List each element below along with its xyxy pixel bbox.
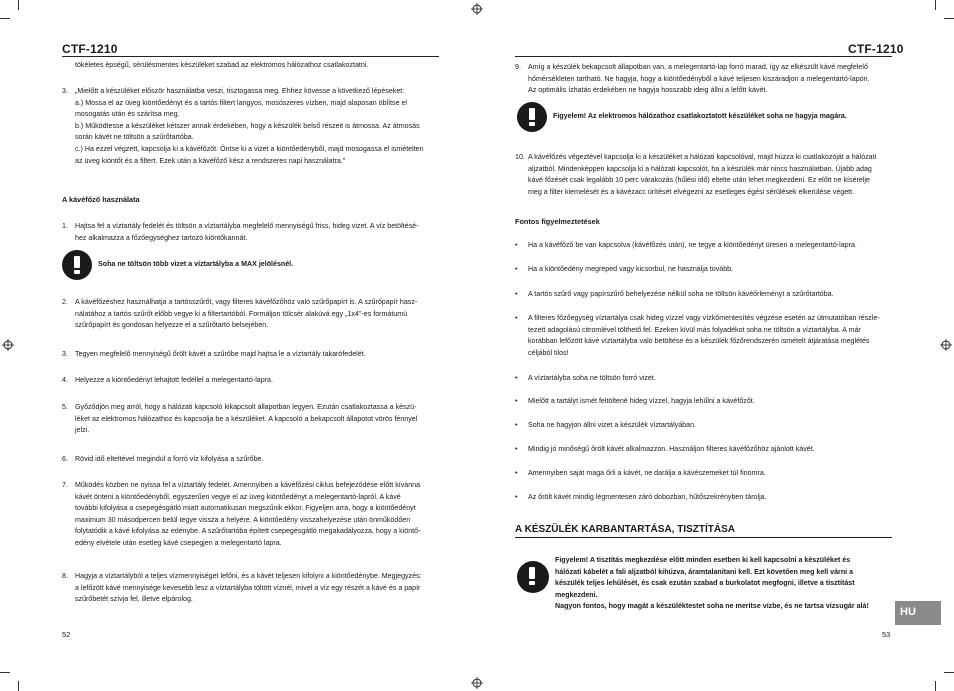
step-body [75,571,422,606]
step-number: 5. [62,403,68,411]
warning-box-cleaning [517,555,869,613]
registration-mark-icon [471,3,483,15]
section-rule [515,537,892,538]
step-line: kávét önteni a kiöntőedényből, egyszerűen vegye el az üveg kiöntőedényt a melegentartó-lapról. A kávé [75,492,401,501]
bullet-icon: • [515,469,518,477]
step-line: az üveg kiöntőt és a filtert. Ezek után a kávéfőző kész a rendszeres napi használatra." [75,156,346,165]
step-line: „Mielőtt a készüléket először használatba veszi, tisztogassa meg. Ehhez kövesse a következő lépéseket: [75,87,405,95]
list-line: Az őrölt kávét mindig légmentesen záró dobozban, hűtőszekrényben tárolja. [528,493,767,501]
step-line: A kávéfőzés végeztével kapcsolja ki a készüléket a hálózati kapcsolóval, majd húzza ki csatlakozóját a hálózati [528,153,877,161]
list-item-body [528,468,766,480]
page-number-left: 52 [62,630,71,639]
warning-text: Figyelem! Az elektromos hálózathoz csatlakoztatott készüléket soha ne hagyja magára. [553,112,847,121]
step-line: Tegyen megfelelő mennyiségű őrölt kávét a szűrőbe majd hajtsa le a víztartály takarófedelét. [75,350,366,358]
warning-box-unattended [517,102,847,132]
step-line: Helyezze a kiöntőedényt lehajtott fedéllel a melegentartó-lapra. [75,376,273,384]
crop-mark [18,681,19,691]
crop-mark [944,672,954,673]
crop-mark [935,0,936,10]
step-line: a.) Mossa el az üveg kiöntőedényt és a tartós filtert langyos, mosószeres vízben, majd alaposan öblítse el [75,98,408,107]
step-line: Győződjön meg arról, hogy a hálózati kapcsoló kikapcsolt állapotban legyen. Ezután csatlakoztassa a készü- [75,403,417,411]
step-number: 1. [62,222,68,230]
list-line: korábban lefőzött kávé víztartályba való betöltése és a készülék főzőrendszerén ismételt átjáratása meglétés [528,337,870,346]
warning-exclamation-icon [517,561,549,593]
step-line: meg a filter kiemelését és a kávézacc ürítését elvégezni az esetleges égési sérülések elkerülése végett. [528,187,855,196]
step-line: Hajtsa fel a víztartály fedelét és töltsön a víztartályba megfelelő mennyiségű friss, hideg vizet. A víz betöltésé- [75,222,419,230]
page-number-right: 53 [882,630,891,639]
step-line: A kávéfőzéshez használhatja a tartósszűrőt, vagy filteres kávéfőzőhöz való szűrőpapírt is. A szűrőpapír hasz- [75,298,418,306]
step-line: Hagyja a víztartályból a teljes vízmennyiséget lefőni, és a kávét teljesen kifolyni a kiöntőedénybe. Megjegyzés: [75,572,422,580]
intro-text: tökéletes épségű, sérülésmentes készüléket szabad az elektromos hálózathoz csatlakoztatni. [75,61,369,69]
list-line: A filteres főzőegység víztartálya csak hideg vízzel vagy vízkőmentesítés végzése esetén az útmutatóban részle- [528,314,880,322]
step-line: hez alkalmazza a főzőegységhez tartozó kiöntőkannát. [75,233,248,242]
model-title-right: CTF-1210 [848,42,904,56]
list-line: tezett adagolású citromlével tölthető fel. Ezeken kívül más folyadékot soha ne töltsön a víztartályba. A már [528,325,861,334]
step-line: jelzi. [75,426,90,435]
list-item-body [528,240,857,252]
warning-line: Nagyon fontos, hogy magát a készüléktestet soha ne merítse vízbe, és ne tartsa vízsugár alá! [555,602,869,611]
warning-box-max-water [62,250,293,280]
bullet-icon: • [515,445,518,453]
step-body [75,480,420,550]
warning-exclamation-icon [62,250,92,280]
warning-exclamation-icon [517,102,547,132]
step-body [75,86,424,167]
list-line: Amennyiben saját maga őrli a kávét, ne darálja a kávészemeket túl finomra. [528,469,766,477]
list-item-body [528,313,880,359]
step-number: 8. [62,572,68,580]
list-item-body [528,373,656,385]
bullet-icon: • [515,290,518,298]
step-line: maximum 30 másodpercen belül tegye vissza a helyére. A kiöntőedény visszahelyezése után önműködően [75,515,411,524]
step-line: c.) Ha ezzel végzett, kapcsolja ki a kávéfőzőt. Öntse ki a vizet a kiöntőedényből, majd mosogassa el ismételten [75,144,424,153]
step-body [75,454,263,466]
step-number: 10. [515,153,525,161]
step-body [75,402,417,437]
registration-mark-icon [471,677,483,689]
warning-line: készülék teljes lehűlését, és csak ezután szabad a burkolatot megfogni, illetve a tisztítást [555,579,855,588]
list-line: Mindig jó minőségű őrölt kávét alkalmazzon. Használjon filteres kávéfőzőhöz ajánlott kávét. [528,445,815,453]
step-line: mosogatás után és szárítsa meg. [75,110,180,119]
step-body [75,375,273,387]
warning-text: Soha ne töltsön több vizet a víztartályba a MAX jelölésnél. [98,260,294,269]
step-line: során kávét ne töltsön a szűrőtartóba. [75,133,194,142]
step-number: 3. [62,87,68,95]
list-item-body [528,289,834,301]
step-line: Rövid idő elteltével megindul a forró víz kifolyása a szűrőbe. [75,455,264,463]
bullet-icon: • [515,241,518,249]
notes-heading: Fontos figyelmeztetések [515,217,600,226]
warning-line: megkezdeni. [555,590,598,599]
step-line: aljzatból. Mindenképpen kapcsolja ki a hálózati kapcsolót, ha a készülék már nincs használatban. Újabb adag [528,164,872,173]
step-body [75,297,417,332]
list-line: céljából tilos! [528,348,569,357]
crop-mark [935,681,936,691]
crop-mark [944,18,954,19]
header-rule-left [62,56,439,57]
bullet-icon: • [515,493,518,501]
usage-heading: A kávéfőző használata [62,195,140,204]
list-line: Mielőtt a tartályt ismét feltöltené hideg vízzel, hagyja lehűlni a kávéfőzőt. [528,397,755,405]
step-line: további kifolyása a csepegésgátló miatt automatikusan megszűnik ekkor. Figyeljen arra, hogy a kiöntőedényt [75,504,416,513]
step-line: hőmérsékleten tartható. Ne hagyja, hogy a kiöntőedényből a kávé teljesen kiszáradjon a melegentartó-lapon. [528,74,870,83]
step-line: Az optimális ízhatás érdekében ne hagyja hosszabb ideig állni a lefőtt kávét. [528,86,768,95]
step-line: b.) Működtesse a készüléket kétszer annak érdekében, hogy a készülék belső részeit is átmossa. Az átmosás [75,121,420,130]
step-line: edény elvétele után esetleg kávé csepegjen a melegentartó lapra. [75,538,282,547]
step-number: 9. [515,63,521,71]
list-line: A víztartályba soha ne töltsön forró vizet. [528,374,656,382]
step-number: 3. [62,350,68,358]
step-line: Működés közben ne nyissa fel a víztartály fedelét. Amennyiben a kávéfőzési ciklus befejeződése előtt kívánna [75,481,421,489]
list-item-body [528,420,696,432]
crop-mark [18,0,19,10]
step-body [528,62,870,97]
language-tab [895,601,941,625]
step-body [528,152,876,198]
list-line: Soha ne hagyjon állni vizet a készülék víztartályában. [528,421,696,429]
step-line: szűrőbetét szívja fel, illetve elpárolog. [75,595,193,604]
step-line: léket az elektromos hálózathoz és kapcsolja be a készüléket. A kapcsoló a bekapcsolt állapotot vörös fénnyel [75,414,418,423]
bullet-icon: • [515,265,518,273]
step-line: folytatódik a kávé kifolyása az edénybe. A szűrőtartóba épített csepegésgátló megakadályozza, hogy a kiöntő- [75,527,421,536]
header-rule-right [515,56,892,57]
warning-line: hálózati kábelét a fali aljzatból kihúzva, áramtalanítani kell. Ezt követően meg kell várni a [555,567,854,576]
step-line: nálatához a tartós szűrőt előbb vegye ki a filtertartóból. Formáljon tölcsér alakúvá egy „1x4"-es formátumú [75,309,408,318]
crop-mark [0,18,10,19]
language-tab-label: HU [900,606,916,618]
step-body [75,221,418,244]
registration-mark-icon [2,339,14,351]
list-line: Ha a kiöntőedény megreped vagy kicsorbul, ne használja tovább. [528,265,734,273]
step-line: a lefőzött kávé mennyisége kevesebb lesz a víztartályba töltött víznél, mivel a víz egy részét a kávé és a papír [75,583,421,592]
list-item-body [528,396,755,408]
warning-line: Figyelem! A tisztítás megkezdése előtt minden esetben ki kell kapcsolni a készüléket és [555,556,851,564]
warning-text-block [555,555,869,613]
crop-mark [0,672,10,673]
bullet-icon: • [515,421,518,429]
step-line: Amíg a készülék bekapcsolt állapotban van, a melegentartó-lap forró marad, így az elkészült kávé megfelelő [528,63,868,71]
step-line: szűrőpapírt és gondosan helyezze el a szűrőtartó belsejében. [75,321,269,330]
bullet-icon: • [515,314,518,322]
step-number: 4. [62,376,68,384]
list-item-body [528,264,733,276]
step-number: 2. [62,298,68,306]
list-line: Ha a kávéfőző be van kapcsolva (kávéfőzés után), ne tegye a kiöntőedényt üresen a melegentartó-lapra. [528,241,857,249]
step-number: 6. [62,455,68,463]
bullet-icon: • [515,374,518,382]
maintenance-section-title: A KÉSZÜLÉK KARBANTARTÁSA, TISZTÍTÁSA [515,524,735,535]
list-item-body [528,492,767,504]
list-line: A tartós szűrő vagy papírszűrő behelyezése nélkül soha ne töltsön kávéőrleményt a szűrőtartóba. [528,290,834,298]
step-body [75,349,366,361]
list-item-body [528,444,815,456]
registration-mark-icon [940,339,952,351]
model-title-left: CTF-1210 [62,42,118,56]
bullet-icon: • [515,397,518,405]
step-line: kávé főzését csak legalább 10 perc várakozás (hűlési idő) eltelte után lehet megkezdeni. Ez előtt ne kísérelje [528,176,870,185]
step-number: 7. [62,481,68,489]
